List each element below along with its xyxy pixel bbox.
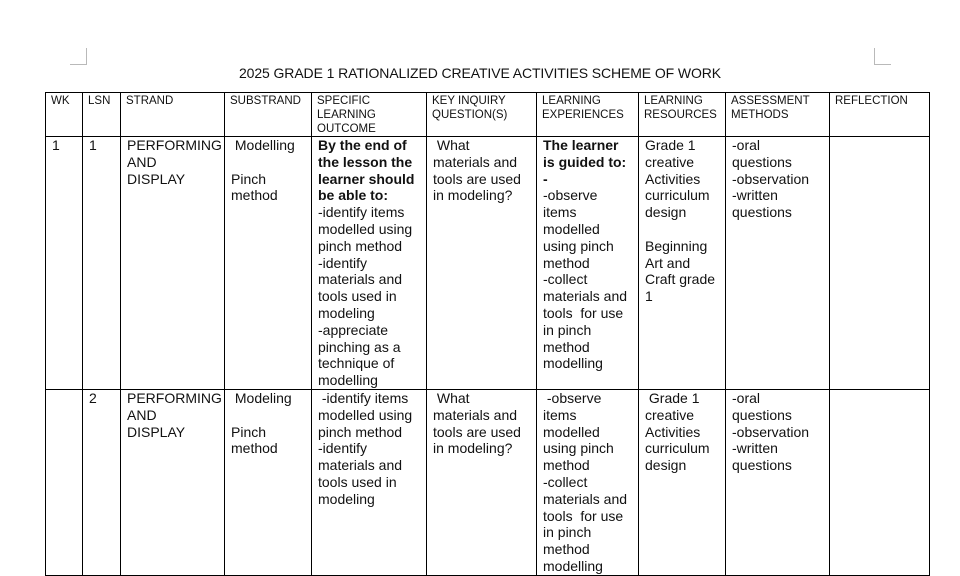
- cell-wk-text: 1: [52, 137, 60, 153]
- cell-inquiry: [427, 389, 537, 575]
- cell-inquiry-text: What materials and tools are used in modeling?: [433, 137, 525, 204]
- header-reflection: REFLECTION: [830, 93, 930, 137]
- cell-lsn: [83, 137, 121, 390]
- cell-inquiry: [427, 137, 537, 390]
- cell-assessment: [726, 137, 830, 390]
- cell-strand-text: PERFORMING AND DISPLAY: [127, 389, 226, 440]
- cell-strand: [121, 137, 225, 390]
- header-inquiry: KEY INQUIRY QUESTION(S): [427, 93, 537, 137]
- crop-mark-top-right: [874, 48, 891, 65]
- document-title: 2025 GRADE 1 RATIONALIZED CREATIVE ACTIVITIES SCHEME OF WORK: [238, 65, 722, 81]
- cell-experiences-text: -observe items modelled using pinch method -collect materials and tools for use in pinch method modelling: [543, 389, 628, 574]
- cell-lsn-text: 2: [89, 389, 97, 406]
- crop-mark-top-left: [70, 48, 87, 65]
- cell-substrand-text: Modelling Pinch method: [231, 137, 295, 204]
- cell-outcome: [312, 137, 427, 390]
- cell-outcome: [312, 389, 427, 575]
- header-row: [46, 93, 930, 137]
- header-outcome: SPECIFIC LEARNING OUTCOME: [312, 93, 427, 137]
- cell-wk: [46, 389, 83, 575]
- header-resources: LEARNING RESOURCES: [639, 93, 726, 137]
- cell-outcome-lead: By the end of the lesson the learner should be able to:: [318, 137, 419, 204]
- cell-outcome-text: -identify items modelled using pinch method -identify materials and tools used in modeling: [318, 389, 413, 507]
- cell-substrand-text: Modeling Pinch method: [231, 389, 292, 457]
- header-substrand: SUBSTRAND: [225, 93, 312, 137]
- header-assessment: ASSESSMENT METHODS: [726, 93, 830, 137]
- table-row: [46, 137, 930, 390]
- cell-strand: [121, 389, 225, 575]
- header-experiences: LEARNING EXPERIENCES: [537, 93, 639, 137]
- cell-resources-text: Grade 1 creative Activities curriculum design Beginning Art and Craft grade 1: [645, 137, 716, 305]
- cell-assessment-text: -oral questions -observation -written questions: [732, 137, 810, 221]
- cell-assessment-text: -oral questions -observation -written questions: [732, 389, 810, 474]
- header-wk: WK: [46, 93, 83, 137]
- cell-reflection: [830, 389, 930, 575]
- cell-substrand: [225, 389, 312, 575]
- header-strand: STRAND: [121, 93, 225, 137]
- cell-experiences: [537, 389, 639, 575]
- cell-lsn: [83, 389, 121, 575]
- cell-assessment: [726, 389, 830, 575]
- table-row: [46, 389, 930, 575]
- cell-substrand: [225, 137, 312, 390]
- cell-experiences: [537, 137, 639, 390]
- header-lsn: LSN: [83, 93, 121, 137]
- cell-experiences-lead: The learner is guided to: -: [543, 137, 631, 187]
- cell-reflection: [830, 137, 930, 390]
- cell-lsn-text: 1: [89, 137, 97, 153]
- cell-resources: [639, 137, 726, 390]
- cell-inquiry-text: What materials and tools are used in modeling?: [433, 389, 525, 457]
- cell-experiences-text: -observe items modelled using pinch method -collect materials and tools for use in pinch method modelling: [543, 187, 628, 372]
- cell-resources-text: Grade 1 creative Activities curriculum design: [645, 389, 714, 474]
- cell-strand-text: PERFORMING AND DISPLAY: [127, 137, 226, 187]
- scheme-of-work-table: [45, 92, 930, 576]
- cell-resources: [639, 389, 726, 575]
- cell-outcome-text: -identify items modelled using pinch method -identify materials and tools used in modeling -appreciate pinching as a technique of modelling: [318, 204, 413, 389]
- cell-wk: [46, 137, 83, 390]
